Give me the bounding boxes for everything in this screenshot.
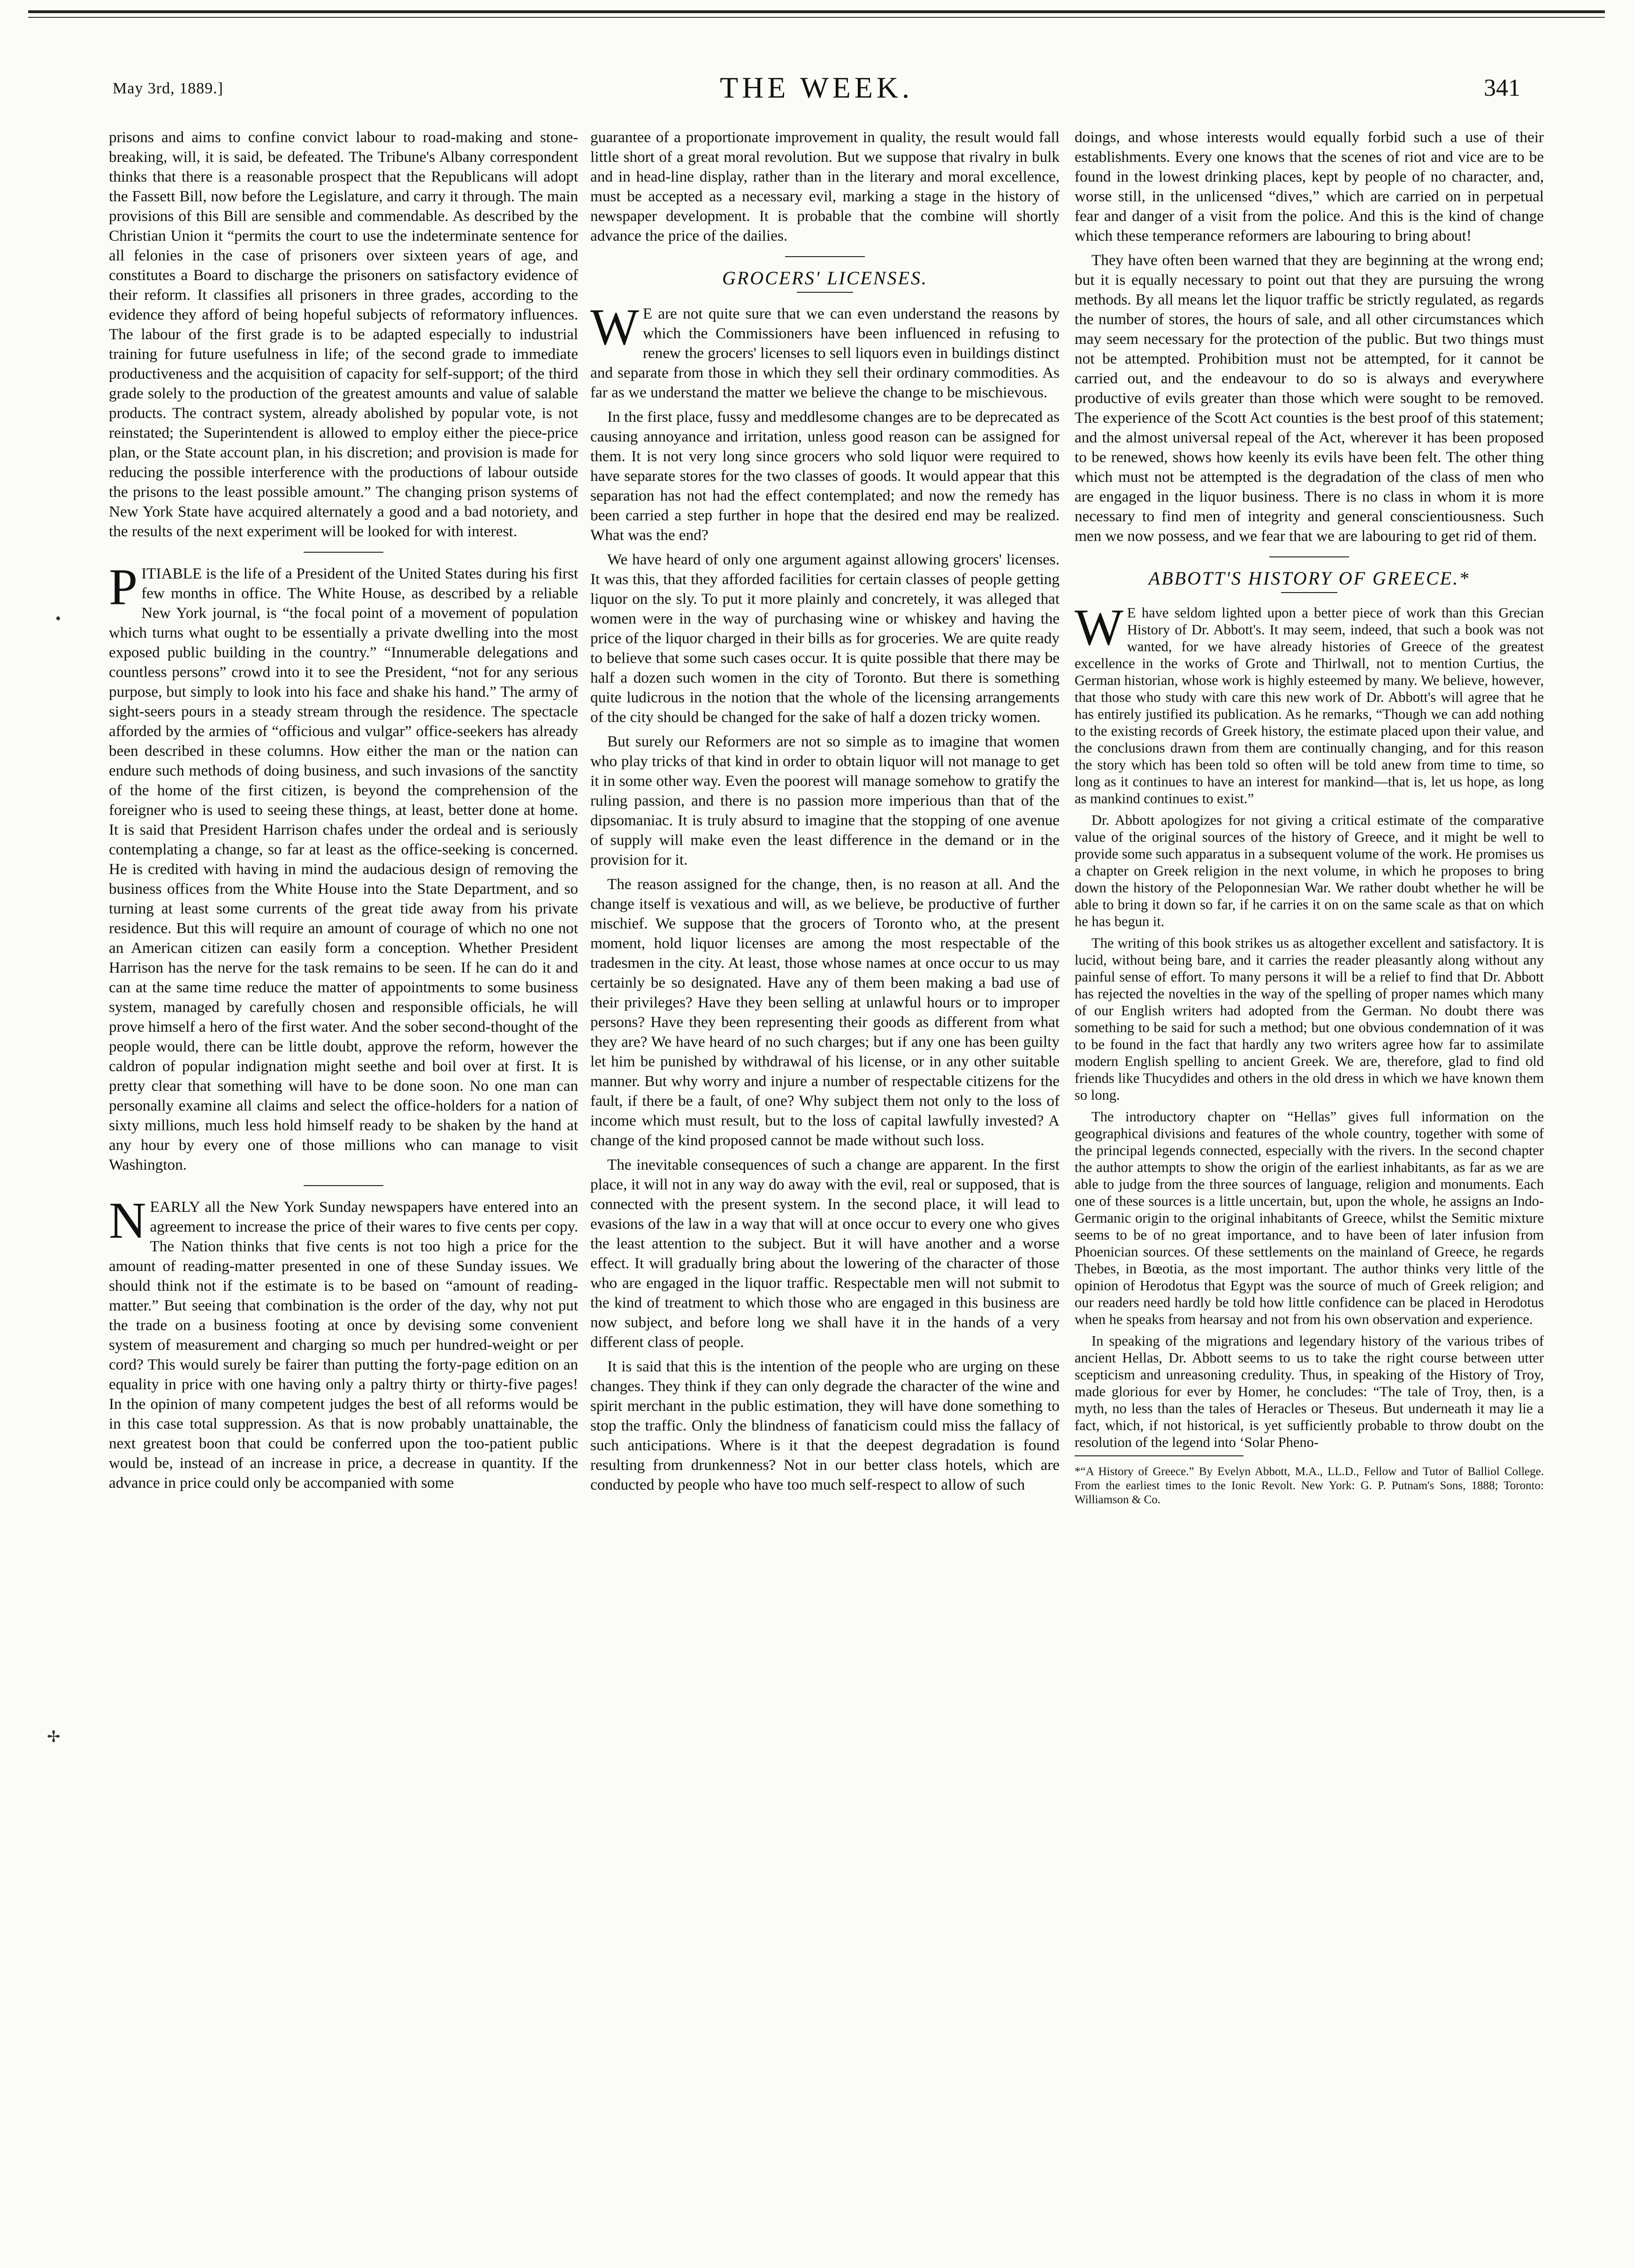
margin-mark: ✢ <box>47 1728 61 1746</box>
paragraph: doings, and whose interests would equally forbid such a use of their establishments. Every one knows that the scenes of riot and vice are to be found in the lowest drinking places, kept by people of no character, and, worse still, in the unlicensed “dives,” which are carried on in perpetual fear and danger of a visit from the police. And this is the kind of change which these temperance reformers are labouring to bring about! <box>1075 129 1544 244</box>
paragraph: prisons and aims to confine convict labour to road-making and stone-breaking, will, it is said, be defeated. The Tribune's Albany correspondent thinks that there is a reasonable prospect that the Republicans will adopt the Fassett Bill, now before the Legislature, and carry it through. The main provisions of this Bill are sensible and commendable. As described by the Christian Union it “permits the court to use the indeterminate sentence for all felonies in the case of prisoners over sixteen years of age, and constitutes a Board to discharge the prisoners on satisfactory evidence of their reform. It classifies all prisoners in three grades, according to the evidence they afford of being hopeful subjects of reformatory influences. The labour of the first grade is to be adapted especially to industrial training for future usefulness in life; of the second grade to immediate productiveness and the acquisition of capacity for self-support; of the third grade solely to the production of the greatest amounts and value of salable products. The contract system, already abolished by popular vote, is not reinstated; the Superintendent is allowed to employ either the piece-price plan, or the State account plan, in his discretion; and provision is made for reducing the possible interference with the productions of labour outside the prisons to the least possible amount.” The changing prison systems of New York State have acquired alternately a good and a bad notoriety, and the results of the next experiment will be looked for with interest. <box>109 129 578 540</box>
paragraph: The reason assigned for the change, then, is no reason at all. And the change itself is vexatious and will, as we believe, be productive of further mischief. We suppose that the grocers of Toronto who, at the present moment, hold liquor licenses are among the most respectable of the tradesmen in the city. At least, those whose names at once occur to us may certainly be so designated. Have any of them been making a bad use of their privileges? Have they been selling at unlawful hours or to improper persons? Have they been representing their goods as different from what they are? We have heard of no such charges; but if any one has been guilty let him be punished by withdrawal of his license, or in any other suitable manner. But why worry and injure a number of respectable citizens for the fault, if there be a fault, of one? Why subject them not only to the loss of income which must result, but to the loss of capital lawfully invested? A change of the kind proposed cannot be made without such loss. <box>590 875 1060 1149</box>
review-body <box>1075 599 1544 1451</box>
paragraph-text: ITIABLE is the life of a President of the United States during his first few months in office. The White House, as described by a reliable New York journal, is “the focal point of a movement of population which turns what ought to be essentially a private dwelling into the most exposed public building in the country.” “Innumerable delegations and countless persons” crowd into it to see the President, “not for any serious purpose, but simply to look into his face and shake his hand.” The army of sight-seers pours in a steady stream through the residence. The spectacle afforded by the armies of “officious and vulgar” office-seekers has already been described in these columns. How either the man or the nation can endure such methods of doing business, and such invasions of the sanctity of the home of the first citizen, is beyond the comprehension of the foreigner who is used to seeing these things, at least, better done at home. It is said that President Harrison chafes under the ordeal and is seriously contemplating a change, so far at least as the office-seeking is concerned. He is credited with having in mind the audacious design of removing the business offices from the White House into the State Department, and so turning at least some currents of the great tide away from his private residence. But this will require an amount of courage of which no one not an American citizen can easily form a conception. Whether President Harrison has the nerve for the task remains to be seen. If he can do it and can at the same time reduce the matter of appointments to some business system, managed by carefully chosen and responsible officials, he will prove himself a hero of the first water. And the sober second-thought of the people would, there can be little doubt, approve the reform, however the caldron of popular indignation might seethe and boil over at first. It is pretty clear that something will have to be done soon. No one man can personally examine all claims and select the office-holders for a nation of sixty millions, much less hold himself ready to be shaken by the hand at any hour by every one of those millions who can manage to visit Washington. <box>109 565 578 1173</box>
paragraph <box>590 298 1060 403</box>
issue-date: May 3rd, 1889.] <box>113 80 223 97</box>
page-number: 341 <box>1484 75 1520 101</box>
paragraph: Dr. Abbott apologizes for not giving a critical estimate of the comparative value of the original sources of the history of Greece, and it might be well to provide some such apparatus in a subsequent volume of the work. He promises us a chapter on Greek religion in the next volume, in which he proposes to bring down the history of the Peloponnesian War. We rather doubt whether he will be able to bring it down so far, if he carries it on on the same scale as that on which he has begun it. <box>1075 812 1544 929</box>
paragraph: We have heard of only one argument against allowing grocers' licenses. It was this, that they afforded facilities for certain classes of people getting liquor on the sly. To put it more plainly and concretely, it was alleged that women were in the way of purchasing wine or whiskey and having the price of the liquor charged in their bills as for groceries. We are quite ready to believe that some such cases occur. It is quite possible that there may be half a dozen such women in the city of Toronto. But there is something quite ludicrous in the notion that the whole of the licensing arrangements of the city should be changed for the sake of half a dozen tricky women. <box>590 551 1060 726</box>
masthead-title: THE WEEK. <box>719 71 914 104</box>
article-heading: GROCERS' LICENSES. <box>722 267 928 289</box>
footnote-rule <box>1075 1455 1244 1456</box>
drop-cap: W <box>1075 599 1123 656</box>
margin-mark: • <box>55 610 61 627</box>
article-heading: ABBOTT'S HISTORY OF GREECE.* <box>1148 568 1470 589</box>
paragraph: In speaking of the migrations and legendary history of the various tribes of ancient Hellas, Dr. Abbott seems to us to take the right course between utter scepticism and unreasoning credulity. Thus, in speaking of the History of Troy, made glorious for ever by Homer, he concludes: “The tale of Troy, then, is a myth, no less than the tales of Heracles or Theseus. But underneath it may lie a fact, which, if not historical, is yet sufficiently probable to throw doubt on the resolution of the legend into ‘Solar Pheno- <box>1075 1333 1544 1450</box>
paragraph: guarantee of a proportionate improvement in quality, the result would fall little short of a great moral revolution. But we suppose that rivalry in bulk and in head-line display, rather than in the literary and moral excellence, must be accepted as a necessary evil, marking a stage in the history of newspaper development. It is probable that the combine will shortly advance the price of the dailies. <box>590 129 1060 244</box>
column-left <box>109 128 578 1498</box>
paragraph: They have often been warned that they are beginning at the wrong end; but it is equally necessary to point out that they are pursuing the wrong methods. By all means let the liquor traffic be strictly regulated, as regards the number of stores, the hours of sale, and all other circumstances which may seem necessary for the protection of the public. But two things must not be attempted. Prohibition must not be attempted, for it cannot be carried out, and the endeavour to do so is always and everywhere productive of evils greater than those which were sought to be removed. The experience of the Scott Act counties is the best proof of this statement; and the almost universal repeal of the Act, wherever it has been proposed to be renewed, shows how keenly its evils have been felt. The other thing which must not be attempted is the degradation of the class of men who are engaged in the liquor business. There is no class in whom it is more necessary to find men of integrity and general conscientiousness. Such men we now possess, and we fear that we are labouring to get rid of them. <box>1075 251 1544 545</box>
paragraph-text: EARLY all the New York Sunday newspapers have entered into an agreement to increase the price of their wares to five cents per copy. The Nation thinks that five cents is not too high a price for the amount of reading-matter presented in one of these Sunday issues. We should think not if the estimate is to be based on “amount of reading-matter.” But seeing that combination is the order of the day, why not put the trade on a business footing at once by devising some convenient system of measurement and charging so much per hundred-weight or per cord? This would surely be fairer than putting the forty-page edition on an equality in price with one having only a paltry thirty or thirty-five pages! In the opinion of many competent judges the best of all reforms would be in this case total suppression. As that is now probably unattainable, the next greatest boon that could be conferred upon the too-patient public would be, instead of an increase in price, a decrease in quantity. If the advance in price could only be accompanied with some <box>109 1198 578 1492</box>
column-right <box>1075 128 1544 1507</box>
drop-cap: P <box>109 558 138 616</box>
paragraph: In the first place, fussy and meddlesome changes are to be deprecated as causing annoyance and irritation, unless good reason can be assigned for them. It is not very long since grocers who sold liquor were required to have separate stores for the two classes of goods. It would appear that this separation has not had the effect contemplated; and now the remedy has been carried a step further in hope that the desired end may be realized. What was the end? <box>590 408 1060 544</box>
paragraph: But surely our Reformers are not so simple as to imagine that women who play tricks of that kind in order to obtain liquor will not manage to get it in some other way. Even the poorest will manage somehow to gratify the ruling passion, and there is no passion more imperious than that of the dipsomaniac. It is truly absurd to imagine that the stopping of one avenue of supply will make even the least difference in the demand or in the provision for it. <box>590 733 1060 868</box>
section-divider <box>1269 556 1349 557</box>
column-middle <box>590 128 1060 1499</box>
paragraph: The inevitable consequences of such a change are apparent. In the first place, it will not in any way do away with the evil, real or supposed, that is connected with the present system. In the second place, it will lead to evasions of the law in a way that will at once occur to every one who gives the least attention to the subject. But it will have another and a worse effect. It will gradually bring about the lowering of the character of those who are engaged in the liquor traffic. Respectable men will not submit to the kind of treatment to which those who are engaged in this business are now subject, and before long we shall have it in the hands of a very different class of people. <box>590 1156 1060 1351</box>
paragraph: The writing of this book strikes us as altogether excellent and satisfactory. It is lucid, without being bare, and it carries the reader pleasantly along without any painful sense of effort. To many persons it will be a relief to find that Dr. Abbott has rejected the novelties in the way of the spelling of proper names which many of our English writers had adopted from the German. No doubt there was something to be said for such a method; but one obvious condemnation of it was to be found in the fact that hardly any two writers agree how far to assimilate modern English spelling to ancient Greek. We are, therefore, glad to find old friends like Thucydides and others in the old dress in which we have known them so long. <box>1075 935 1544 1103</box>
paragraph <box>109 1192 578 1493</box>
page-header <box>113 66 1520 108</box>
paragraph <box>109 558 578 1175</box>
drop-cap: N <box>109 1192 146 1249</box>
paragraph-text: E are not quite sure that we can even understand the reasons by which the Commissioners have been influenced in refusing to renew the grocers' licenses to sell liquors even in buildings distinct and separate from those in which they sell their ordinary commodities. As far as we understand the matter we believe the change to be mischievous. <box>590 305 1060 401</box>
paragraph: It is said that this is the intention of the people who are urging on these changes. They think if they can only degrade the character of the wine and spirit merchant in the public estimation, they will have done something to stop the traffic. Only the blindness of fanaticism could miss the fallacy of such anticipations. Where is it that the deepest degradation is found resulting from drunkenness? Not in our better class hotels, which are conducted by people who have too much self-respect to allow of such <box>590 1358 1060 1493</box>
paragraph-text: E have seldom lighted upon a better piece of work than this Grecian History of Dr. Abbott's. It may seem, indeed, that such a book was not wanted, for we have already histories of Greece of the greatest excellence in the works of Grote and Thirlwall, not to mention Curtius, the German historian, whose work is highly esteemed by many. We believe, however, that those who study with care this new work of Dr. Abbott's will agree that he has entirely justified its publication. As he remarks, “Though we can add nothing to the existing records of Greek history, the estimate placed upon their value, and the conclusions drawn from them are continually changing, and for this reason the story which has been told so often will be told anew from time to time, so long as it continues to have an interest for mankind—that is, let us hope, as long as mankind continues to exist.” <box>1075 605 1544 807</box>
section-divider <box>304 552 383 553</box>
top-rule <box>28 10 1605 13</box>
paragraph <box>1075 599 1544 807</box>
paragraph: The introductory chapter on “Hellas” gives full information on the geographical divisions and features of the whole country, together with some of the principal legends connected, especially with the rivers. In the second chapter the author attempts to show the origin of the earliest inhabitants, as far as we are able to judge from the three sources of language, religion and monuments. Each one of these sources is a little uncertain, but, upon the whole, he assigns an Indo-Germanic origin to the original inhabitants of Greece, whilst the Semitic mixture seems to be of no great importance, and to have been of later infusion from Phoenician sources. Of these settlements on the mainland of Greece, he regards Thebes, in Bœotia, as the most important. The author thinks very little of the opinion of Herodotus that Egypt was the source of much of Greek religion; and our readers need hardly be told how little confidence can be placed in Herodotus when he speaks from hearsay and not from his own observation and experience. <box>1075 1109 1544 1327</box>
heading-rule <box>1281 592 1337 593</box>
drop-cap: W <box>590 298 639 356</box>
footnote: *“A History of Greece.” By Evelyn Abbott, M.A., LL.D., Fellow and Tutor of Balliol College. From the earliest times to the Ionic Revolt. New York: G. P. Putnam's Sons, 1888; Toronto: Williamson & Co. <box>1075 1465 1544 1506</box>
top-rule-thin <box>28 17 1605 18</box>
heading-rule <box>797 292 853 293</box>
section-divider <box>304 1185 383 1186</box>
section-divider <box>785 256 865 257</box>
